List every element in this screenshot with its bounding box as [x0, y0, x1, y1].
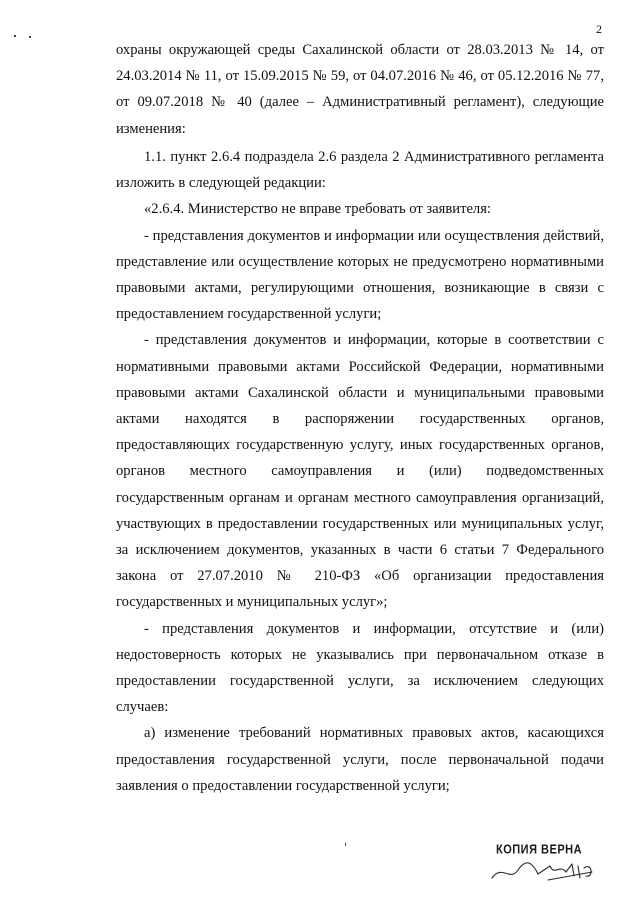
handwritten-signature — [488, 856, 598, 886]
body-text — [116, 144, 604, 799]
paragraph: - представления документов и информации, отсутствие и (или) недостоверность которых не указывались при первоначальном отказе в предоставлении государственной услуги, за исключением следующих случаев: — [116, 620, 604, 716]
scan-artifact — [345, 843, 346, 846]
paragraph: - представления документов и информации, которые в соответствии с нормативными правовыми актами Российской Федерации, нормативными правовыми актами Сахалинской области и муниципальными правовыми актами находятся в распоряжении государственных органов, предоставляющих государственную услугу, иных государственных органов, органов местного самоуправления и (или) подведомственных государственным органам и органам местного самоуправления организаций, участвующих в предоставлении государственных или муниципальных услуг, за исключением документов, указанных в части 6 статьи 7 Федерального закона от 27.07.2010 № 210-ФЗ «Об организации предоставления государственных и муниципальных услуг»; — [116, 332, 604, 611]
scan-artifact — [29, 36, 31, 38]
scan-artifact — [14, 35, 16, 37]
paragraph: - представления документов и информации или осуществления действий, представление или осуществление которых не предусмотрено нормативными правовыми актами, регулирующими отношения, возникающие в связи с предоставлением государственной услуги; — [116, 227, 604, 323]
intro-text — [116, 37, 604, 142]
page-number: 2 — [596, 22, 602, 36]
paragraph: «2.6.4. Министерство не вправе требовать от заявителя: — [144, 201, 491, 218]
paragraph: 1.1. пункт 2.6.4 подраздела 2.6 раздела 2 Административного регламента изложить в следующей редакции: — [116, 149, 604, 192]
copy-certified-stamp — [488, 844, 598, 888]
paragraph: а) изменение требований нормативных правовых актов, касающихся предоставления государственной услуги, после первоначальной подачи заявления о предоставлении государственной услуги; — [116, 725, 604, 794]
stamp-title: КОПИЯ ВЕРНА — [496, 843, 583, 857]
paragraph: охраны окружающей среды Сахалинской области от 28.03.2013 № 14, от 24.03.2014 № 11, от 15.09.2015 № 59, от 04.07.2016 № 46, от 05.12.2016 № 77, от 09.07.2018 № 40 (далее – Административный регламент), следующие изменения: — [116, 42, 604, 137]
